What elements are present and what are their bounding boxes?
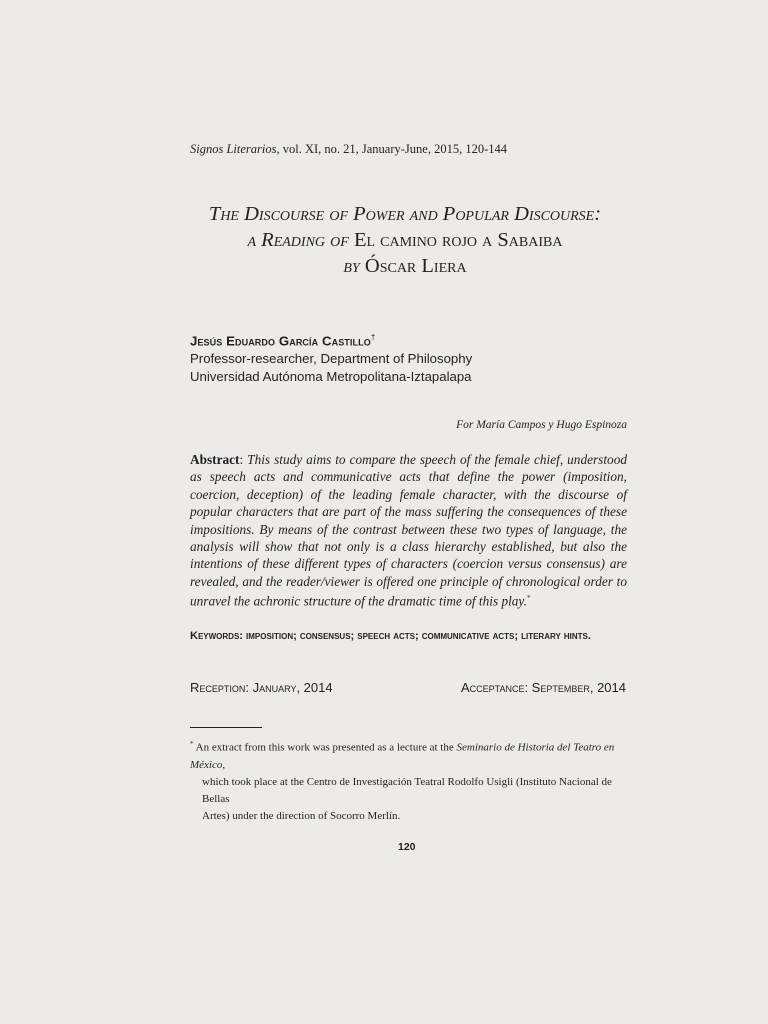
journal-citation	[190, 142, 507, 157]
title-line-2-prefix: a Reading of	[247, 229, 349, 251]
author-mark: †	[370, 333, 376, 342]
title-line-3	[120, 253, 690, 279]
abstract-label: Abstract	[190, 452, 240, 467]
footnote-text-before: An extract from this work was presented as a lecture at the	[193, 741, 457, 754]
reception-date: Reception: January, 2014	[190, 680, 333, 695]
author-institution: Universidad Autónoma Metropolitana-Iztapalapa	[190, 369, 472, 385]
title-play-author: Óscar Liera	[364, 255, 467, 277]
acceptance-date: Acceptance: September, 2014	[460, 680, 626, 695]
author-block	[190, 329, 472, 386]
footnote-seminar: Seminario de Historia del Teatro en México	[190, 741, 615, 771]
footnote-line-3: Artes) under the direction of Socorro Merlín.	[202, 809, 401, 822]
author-position: Professor-researcher, Department of Philosophy	[190, 351, 473, 367]
abstract-body: This study aims to compare the speech of the female chief, understood as speech acts and communicative acts that define the power (imposition, coercion, deception) of the leading female character, with the discourse of popular characters that are part of the mass suffering the consequences of these impositions. By means of the contrast between these two types of language, the analysis will show that not only is a class hierarchy established, but also the intentions of these different types of characters (coercion versus consensus) are revealed, and the reader/viewer is offered one principle of chronological order to unravel the achronic structure of the dramatic time of this play.	[190, 452, 627, 609]
abstract-footnote-mark: *	[526, 594, 531, 603]
author-name-text: Jesús Eduardo García Castillo	[190, 333, 371, 349]
keywords-list: imposition; consensus; speech acts; communicative acts; literary hints.	[246, 630, 591, 642]
footnote-mark: *	[190, 740, 194, 748]
keywords-label: Keywords:	[190, 630, 243, 642]
journal-details: , vol. XI, no. 21, January-June, 2015, 120-144	[276, 142, 508, 156]
abstract	[190, 451, 627, 610]
dedication: For María Campos y Hugo Espinoza	[456, 419, 627, 431]
abstract-separator: :	[239, 452, 248, 467]
keywords	[190, 630, 591, 642]
footnote	[190, 736, 630, 825]
footnote-text-after: ,	[222, 758, 226, 771]
title-line-3-prefix: by	[343, 255, 360, 277]
title-line-2	[120, 227, 690, 253]
footnote-divider	[190, 727, 262, 728]
author-name	[190, 329, 472, 350]
title-work: El camino rojo a Sabaiba	[353, 229, 563, 251]
footnote-line-1	[190, 736, 630, 774]
title-line-1: The Discourse of Power and Popular Discourse:	[208, 203, 602, 225]
page-number: 120	[398, 841, 416, 853]
footnote-line-2: which took place at the Centro de Investigación Teatral Rodolfo Usigli (Instituto Nacional de Bellas	[202, 775, 612, 805]
journal-name: Signos Literarios	[190, 142, 277, 156]
article-title	[120, 201, 690, 279]
